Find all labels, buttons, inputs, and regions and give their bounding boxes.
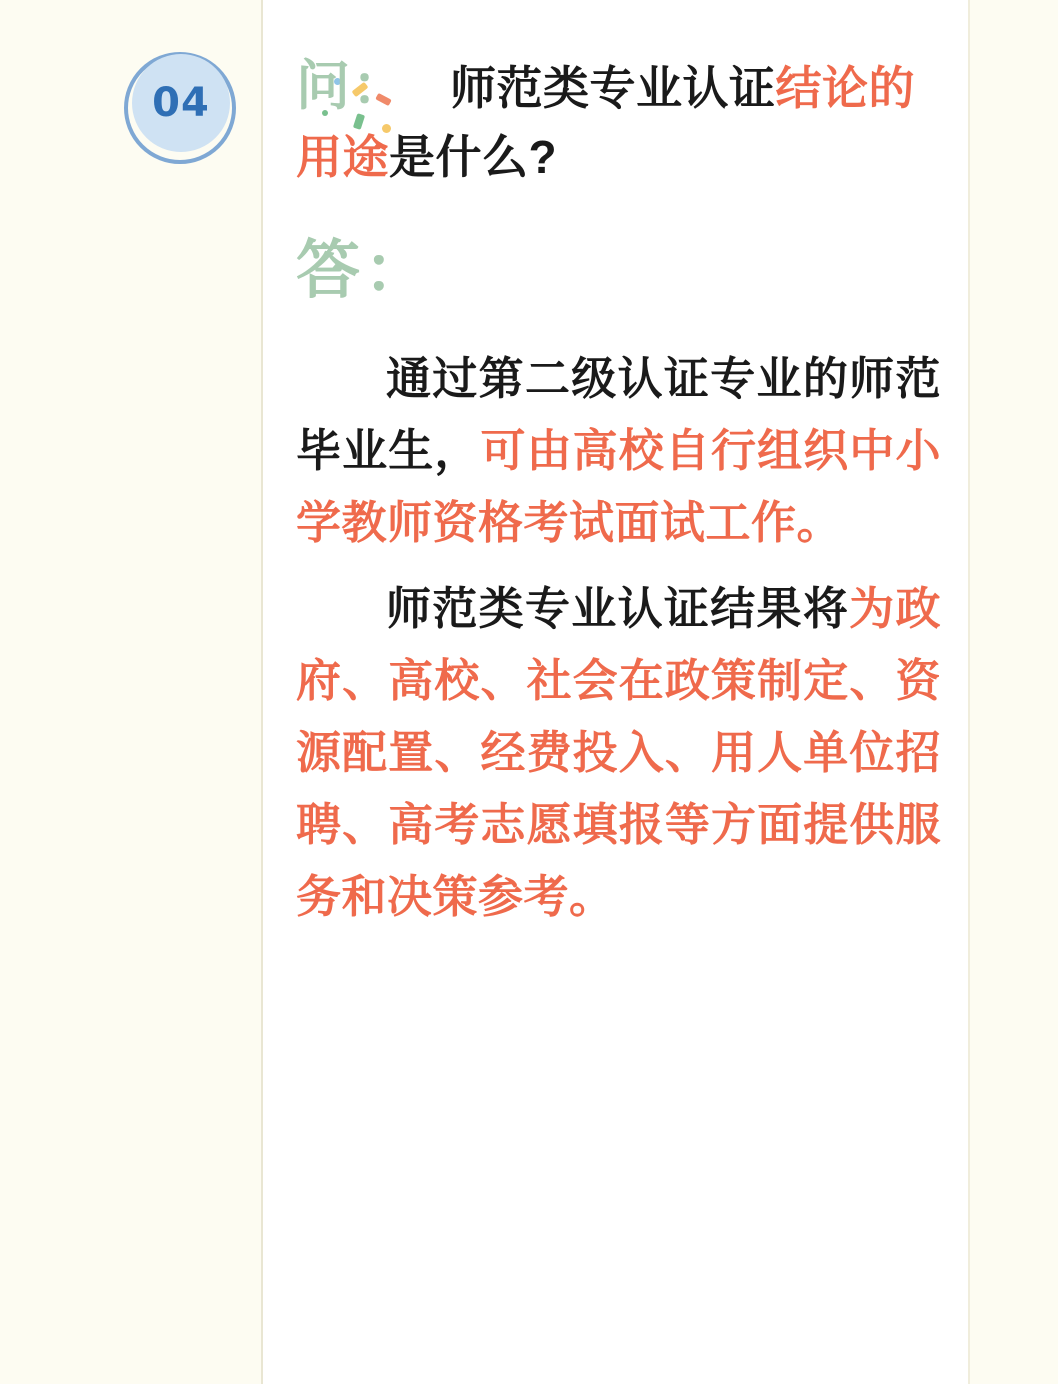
answer-paragraph-2: [296, 573, 941, 933]
question-block: [296, 48, 941, 190]
number-badge: [124, 52, 244, 172]
question-label: 问：: [296, 56, 408, 116]
answer-body: [296, 343, 941, 933]
answer-p2-seg2: 为政府、高校、社会在政策制定、资源配置、经费投入、用人单位招聘、高考志愿填报等方面提供服务和决策参考。: [296, 582, 941, 922]
content-column: [296, 48, 941, 939]
right-cream-strip: [970, 0, 1058, 1384]
answer-p1-seg2: 可由高校自行组织中小学教师资格考试面试工作。: [296, 424, 941, 548]
right-strip-divider: [968, 0, 970, 1384]
question-text-highlight: 结论的用途: [296, 62, 915, 183]
left-cream-panel: [0, 0, 262, 1384]
panel-divider: [261, 0, 263, 1384]
badge-circle: [132, 54, 230, 152]
answer-p2-seg1: 师范类专业认证结果将: [386, 582, 850, 634]
answer-paragraph-1: [296, 343, 941, 559]
answer-p1-seg1: 通过第二级认证专业的师范毕业生，: [296, 352, 941, 476]
question-text-part2: 是什么?: [389, 130, 558, 183]
question-text-part1: 师范类专业认证: [450, 62, 776, 114]
badge-number-label: 04: [152, 80, 210, 126]
answer-label: 答：: [296, 233, 432, 306]
